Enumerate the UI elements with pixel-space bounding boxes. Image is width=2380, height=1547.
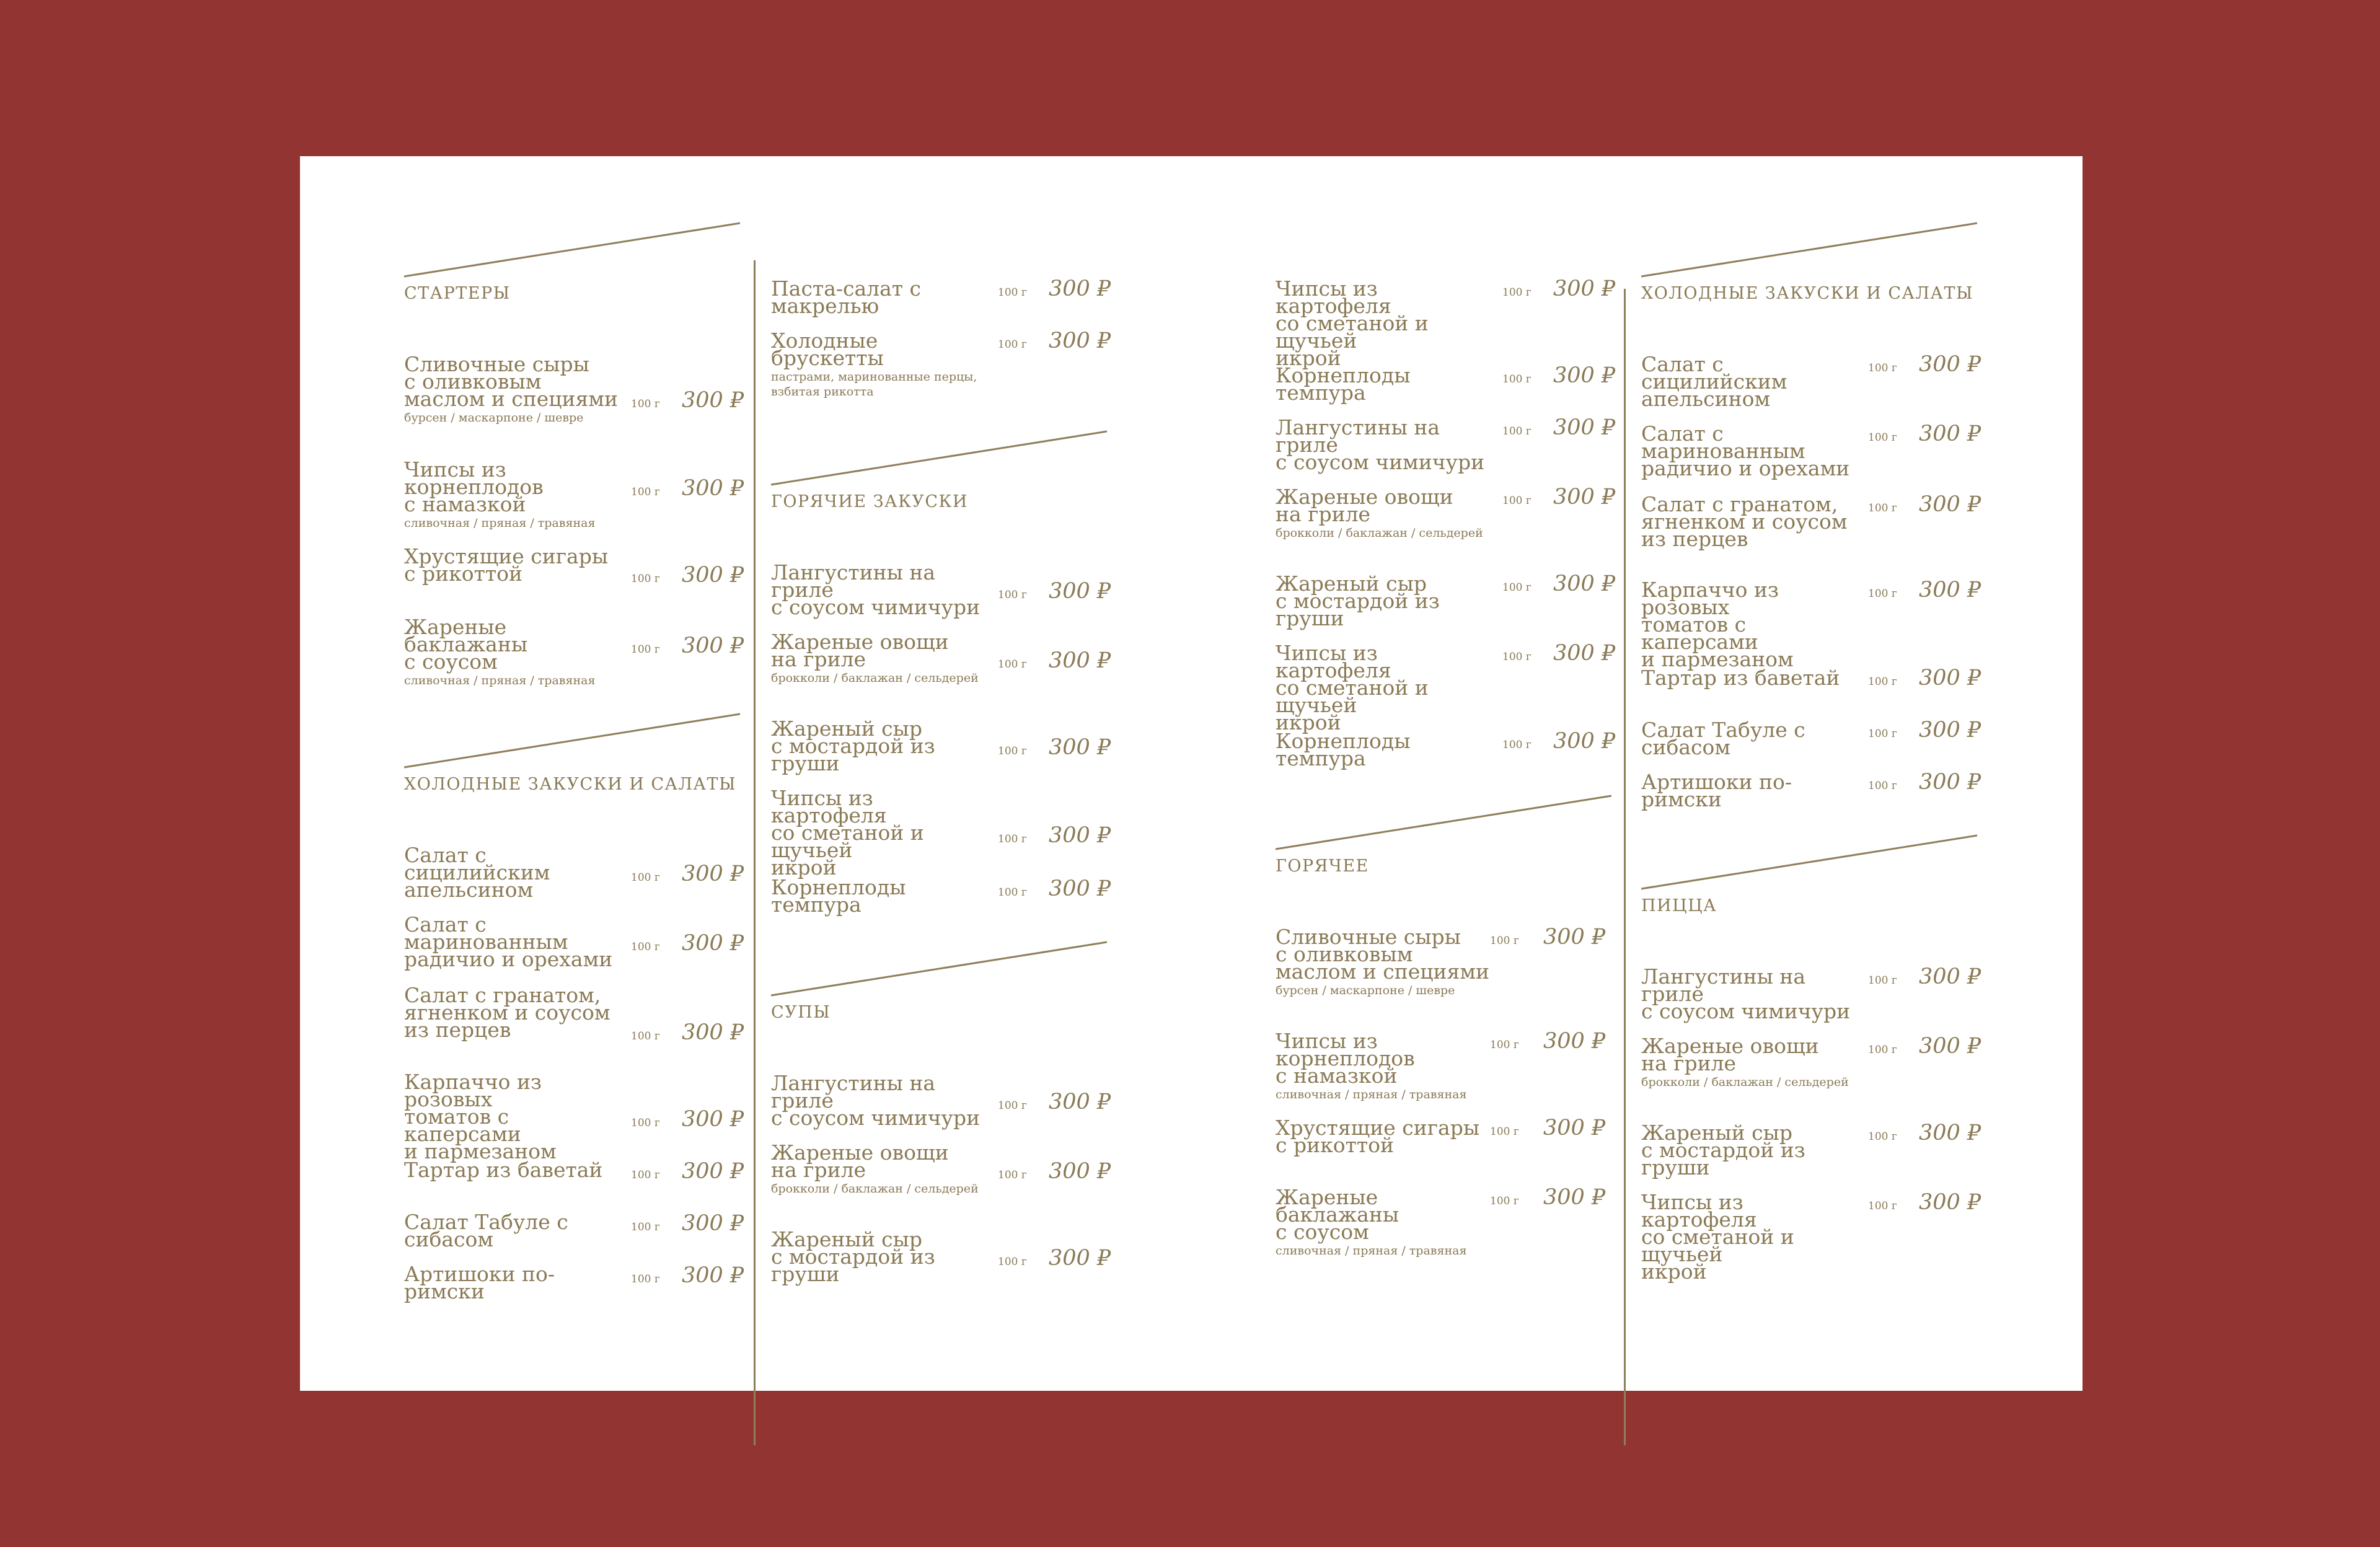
item-name: Жареный сыр с мостардой из груши — [1276, 571, 1440, 630]
item-price: 300 ₽ — [1543, 1116, 1606, 1140]
menu-item — [404, 615, 744, 688]
item-weight: 100 г — [1490, 935, 1519, 947]
menu-item — [1641, 1034, 1981, 1090]
item-price: 300 ₽ — [1049, 876, 1111, 901]
menu-item — [771, 560, 1111, 619]
item-price: 300 ₽ — [1049, 579, 1111, 604]
item-weight: 100 г — [1868, 1044, 1897, 1056]
item-price: 300 ₽ — [682, 1211, 744, 1236]
item-price: 300 ₽ — [1919, 1034, 1981, 1059]
menu-item — [771, 1227, 1111, 1286]
item-name: Паста-салат с макрелью — [771, 276, 922, 318]
item-name: Жареные баклажаны с соусом — [404, 615, 528, 674]
item-weight: 100 г — [998, 1100, 1027, 1112]
item-name: Холодные брускетты — [771, 328, 884, 370]
item-description: пастрами, маринованные перцы, взбитая рикотта — [771, 370, 977, 399]
item-description: бурсен / маскарпоне / шевре — [404, 411, 584, 425]
item-price: 300 ₽ — [1919, 718, 1981, 743]
item-description: брокколи / баклажан / сельдерей — [1641, 1075, 1849, 1089]
item-description: сливочная / пряная / травяная — [404, 674, 596, 687]
menu-item — [404, 352, 744, 425]
menu-item — [404, 843, 744, 902]
item-price: 300 ₽ — [1049, 1246, 1111, 1271]
menu-sheet — [300, 156, 2082, 1391]
section-slash-line — [771, 941, 1107, 997]
item-weight: 100 г — [1868, 974, 1897, 987]
menu-item — [404, 912, 744, 971]
item-name: Чипсы из картофеля со сметаной и щучьей икрой — [771, 786, 924, 879]
section-slash-line — [404, 222, 740, 278]
item-weight: 100 г — [631, 1169, 660, 1181]
item-name: Жареный сыр с мостардой из груши — [1641, 1121, 1805, 1179]
menu-item — [1276, 1116, 1611, 1157]
item-weight: 100 г — [631, 643, 660, 656]
item-price: 300 ₽ — [1049, 328, 1111, 353]
item-price: 300 ₽ — [1919, 352, 1981, 377]
item-name: Лангустины на гриле с соусом чимичури — [1276, 415, 1485, 474]
item-price: 300 ₽ — [1553, 485, 1616, 509]
item-name: Карпаччо из розовых томатов с каперсами и пармезаном — [1641, 578, 1794, 671]
item-weight: 100 г — [631, 1030, 660, 1042]
item-name: Салат с сицилийским апельсином — [404, 843, 550, 902]
item-price: 300 ₽ — [1553, 641, 1616, 666]
item-name: Сливочные сыры с оливковым маслом и специями — [1276, 925, 1490, 984]
item-weight: 100 г — [1868, 728, 1897, 740]
item-name: Лангустины на гриле с соусом чимичури — [771, 560, 981, 619]
item-price: 300 ₽ — [1049, 276, 1111, 301]
item-name: Жареные овощи на гриле — [1641, 1034, 1819, 1075]
item-price: 300 ₽ — [682, 862, 744, 886]
item-price: 300 ₽ — [682, 1159, 744, 1184]
section-title: ХОЛОДНЫЕ ЗАКУСКИ И САЛАТЫ — [404, 775, 737, 794]
item-price: 300 ₽ — [1553, 363, 1616, 388]
item-weight: 100 г — [1868, 502, 1897, 514]
menu-item — [404, 544, 744, 588]
item-name: Жареный сыр с мостардой из груши — [771, 716, 935, 775]
item-name: Чипсы из корнеплодов с намазкой — [1276, 1029, 1415, 1088]
item-weight: 100 г — [631, 871, 660, 884]
menu-item — [1641, 964, 1981, 1023]
item-weight: 100 г — [1868, 780, 1897, 792]
item-name: Чипсы из корнеплодов с намазкой — [404, 457, 544, 516]
item-weight: 100 г — [1502, 286, 1532, 299]
item-weight: 100 г — [998, 286, 1027, 299]
item-name: Салат с гранатом, ягненком и соусом из перцев — [404, 983, 610, 1042]
item-name: Жареные овощи на гриле — [771, 630, 949, 671]
item-weight: 100 г — [631, 1221, 660, 1233]
menu-item — [1641, 770, 1981, 811]
item-name: Артишоки по-римски — [1641, 770, 1792, 811]
item-price: 300 ₽ — [1553, 415, 1616, 440]
item-name: Салат Табуле с сибасом — [1641, 718, 1805, 759]
section-title: СУПЫ — [771, 1003, 831, 1022]
item-weight: 100 г — [1868, 362, 1897, 374]
item-price: 300 ₽ — [1049, 1159, 1111, 1184]
menu-item — [1276, 1185, 1611, 1258]
item-weight: 100 г — [1868, 1130, 1897, 1143]
menu-item — [1276, 485, 1616, 540]
menu-item — [771, 276, 1111, 318]
item-weight: 100 г — [1868, 588, 1897, 600]
item-price: 300 ₽ — [682, 931, 744, 956]
item-weight: 100 г — [1490, 1195, 1519, 1207]
item-weight: 100 г — [631, 1117, 660, 1129]
item-weight: 100 г — [998, 1256, 1027, 1268]
section-slash-line — [404, 713, 740, 769]
section-title: СТАРТЕРЫ — [404, 284, 511, 303]
item-price: 300 ₽ — [1049, 1090, 1111, 1114]
item-weight: 100 г — [1490, 1039, 1519, 1051]
item-price: 300 ₽ — [682, 1107, 744, 1132]
section-title: ГОРЯЧЕЕ — [1276, 857, 1369, 876]
item-price: 300 ₽ — [1049, 648, 1111, 673]
item-price: 300 ₽ — [1919, 578, 1981, 602]
menu-item — [1641, 718, 1981, 759]
item-name: Салат с сицилийским апельсином — [1641, 352, 1787, 411]
item-weight: 100 г — [998, 1169, 1027, 1181]
item-weight: 100 г — [1502, 581, 1532, 594]
menu-item — [1276, 363, 1616, 405]
item-weight: 100 г — [998, 658, 1027, 671]
menu-item — [1276, 571, 1616, 630]
item-name: Жареные баклажаны с соусом — [1276, 1185, 1399, 1244]
menu-item — [771, 328, 1111, 399]
section-title: ПИЦЦА — [1641, 896, 1717, 915]
menu-item — [1276, 415, 1616, 474]
item-weight: 100 г — [1868, 676, 1897, 688]
item-description: брокколи / баклажан / сельдерей — [771, 671, 979, 685]
menu-item — [1641, 666, 1981, 690]
item-weight: 100 г — [998, 833, 1027, 845]
item-weight: 100 г — [1502, 739, 1532, 751]
item-name: Жареный сыр с мостардой из груши — [771, 1227, 935, 1286]
item-name: Хрустящие сигары с рикоттой — [404, 544, 609, 586]
menu-item — [1641, 492, 1981, 551]
column-divider — [1624, 289, 1626, 1445]
item-price: 300 ₽ — [1919, 1190, 1981, 1215]
section-slash-line — [1641, 222, 1977, 278]
menu-item — [1641, 421, 1981, 480]
item-price: 300 ₽ — [1919, 492, 1981, 517]
item-weight: 100 г — [1502, 373, 1532, 386]
item-price: 300 ₽ — [682, 388, 744, 413]
section-title: ГОРЯЧИЕ ЗАКУСКИ — [771, 492, 968, 511]
menu-item — [1276, 641, 1616, 734]
item-weight: 100 г — [998, 745, 1027, 757]
item-weight: 100 г — [1502, 425, 1532, 438]
section-slash-line — [1276, 795, 1611, 850]
item-weight: 100 г — [998, 338, 1027, 351]
item-price: 300 ₽ — [682, 633, 744, 658]
item-description: сливочная / пряная / травяная — [1276, 1244, 1467, 1258]
menu-item — [404, 457, 744, 531]
menu-item — [1641, 352, 1981, 411]
item-weight: 100 г — [631, 941, 660, 953]
item-description: брокколи / баклажан / сельдерей — [1276, 526, 1483, 540]
item-weight: 100 г — [631, 398, 660, 410]
menu-item — [1641, 578, 1981, 671]
item-weight: 100 г — [1502, 495, 1532, 507]
menu-item — [1276, 925, 1611, 998]
item-name: Хрустящие сигары с рикоттой — [1276, 1116, 1480, 1157]
item-price: 300 ₽ — [682, 563, 744, 588]
item-price: 300 ₽ — [1049, 823, 1111, 848]
menu-item — [771, 1140, 1111, 1196]
item-price: 300 ₽ — [682, 1263, 744, 1288]
item-weight: 100 г — [631, 573, 660, 585]
item-name: Корнеплоды темпура — [1276, 363, 1411, 405]
menu-item — [771, 786, 1111, 879]
item-weight: 100 г — [998, 886, 1027, 899]
item-price: 300 ₽ — [1543, 1185, 1606, 1210]
item-weight: 100 г — [631, 1273, 660, 1285]
item-name: Тартар из баветай — [1641, 666, 1840, 690]
menu-item — [771, 1071, 1111, 1130]
item-weight: 100 г — [631, 486, 660, 498]
item-name: Чипсы из картофеля со сметаной и щучьей икрой — [1641, 1190, 1794, 1284]
menu-item — [404, 1158, 744, 1184]
item-name: Жареные овощи на гриле — [771, 1140, 949, 1182]
item-description: сливочная / пряная / травяная — [404, 516, 596, 530]
item-name: Салат с маринованным радичио и орехами — [1641, 421, 1850, 480]
item-price: 300 ₽ — [1049, 735, 1111, 760]
item-name: Карпаччо из розовых томатов с каперсами и пармезаном — [404, 1070, 557, 1163]
item-price: 300 ₽ — [1553, 276, 1616, 301]
item-name: Тартар из баветай — [404, 1158, 603, 1182]
menu-item — [404, 983, 744, 1045]
item-price: 300 ₽ — [1919, 964, 1981, 989]
section-title: ХОЛОДНЫЕ ЗАКУСКИ И САЛАТЫ — [1641, 284, 1974, 303]
menu-item — [404, 1262, 744, 1303]
column-divider — [754, 260, 756, 1445]
item-price: 300 ₽ — [1919, 666, 1981, 690]
item-name: Салат Табуле с сибасом — [404, 1210, 568, 1251]
menu-item — [404, 1210, 744, 1251]
item-name: Чипсы из картофеля со сметаной и щучьей икрой — [1276, 641, 1429, 734]
menu-item — [1276, 729, 1616, 770]
menu-item — [771, 716, 1111, 775]
item-price: 300 ₽ — [1553, 729, 1616, 754]
item-name: Жареные овощи на гриле — [1276, 485, 1453, 526]
section-slash-line — [771, 430, 1107, 486]
menu-item — [404, 1070, 744, 1163]
item-price: 300 ₽ — [1919, 1121, 1981, 1145]
item-name: Артишоки по-римски — [404, 1262, 555, 1303]
item-name: Лангустины на гриле с соусом чимичури — [771, 1071, 981, 1130]
item-name: Салат с маринованным радичио и орехами — [404, 912, 613, 971]
item-weight: 100 г — [1490, 1126, 1519, 1138]
item-description: сливочная / пряная / травяная — [1276, 1088, 1467, 1101]
item-name: Корнеплоды темпура — [771, 875, 906, 917]
menu-item — [1276, 1029, 1611, 1102]
item-price: 300 ₽ — [682, 476, 744, 501]
menu-item — [771, 875, 1111, 917]
item-weight: 100 г — [998, 589, 1027, 601]
item-description: бурсен / маскарпоне / шевре — [1276, 984, 1455, 997]
item-price: 300 ₽ — [1543, 1029, 1606, 1054]
menu-item — [1276, 276, 1616, 370]
item-name: Лангустины на гриле с соусом чимичури — [1641, 964, 1851, 1023]
item-weight: 100 г — [1502, 651, 1532, 663]
item-price: 300 ₽ — [1919, 770, 1981, 795]
item-price: 300 ₽ — [1553, 571, 1616, 596]
item-price: 300 ₽ — [682, 1020, 744, 1045]
menu-item — [1641, 1121, 1981, 1179]
section-slash-line — [1641, 834, 1977, 890]
item-weight: 100 г — [1868, 1200, 1897, 1212]
item-weight: 100 г — [1868, 431, 1897, 444]
item-name: Салат с гранатом, ягненком и соусом из перцев — [1641, 492, 1848, 551]
item-name: Корнеплоды темпура — [1276, 729, 1411, 770]
item-description: брокколи / баклажан / сельдерей — [771, 1182, 979, 1196]
item-price: 300 ₽ — [1543, 925, 1606, 950]
item-price: 300 ₽ — [1919, 421, 1981, 446]
menu-item — [771, 630, 1111, 685]
item-name: Сливочные сыры с оливковым маслом и специями — [404, 352, 619, 411]
menu-item — [1641, 1190, 1981, 1284]
item-name: Чипсы из картофеля со сметаной и щучьей икрой — [1276, 276, 1429, 370]
